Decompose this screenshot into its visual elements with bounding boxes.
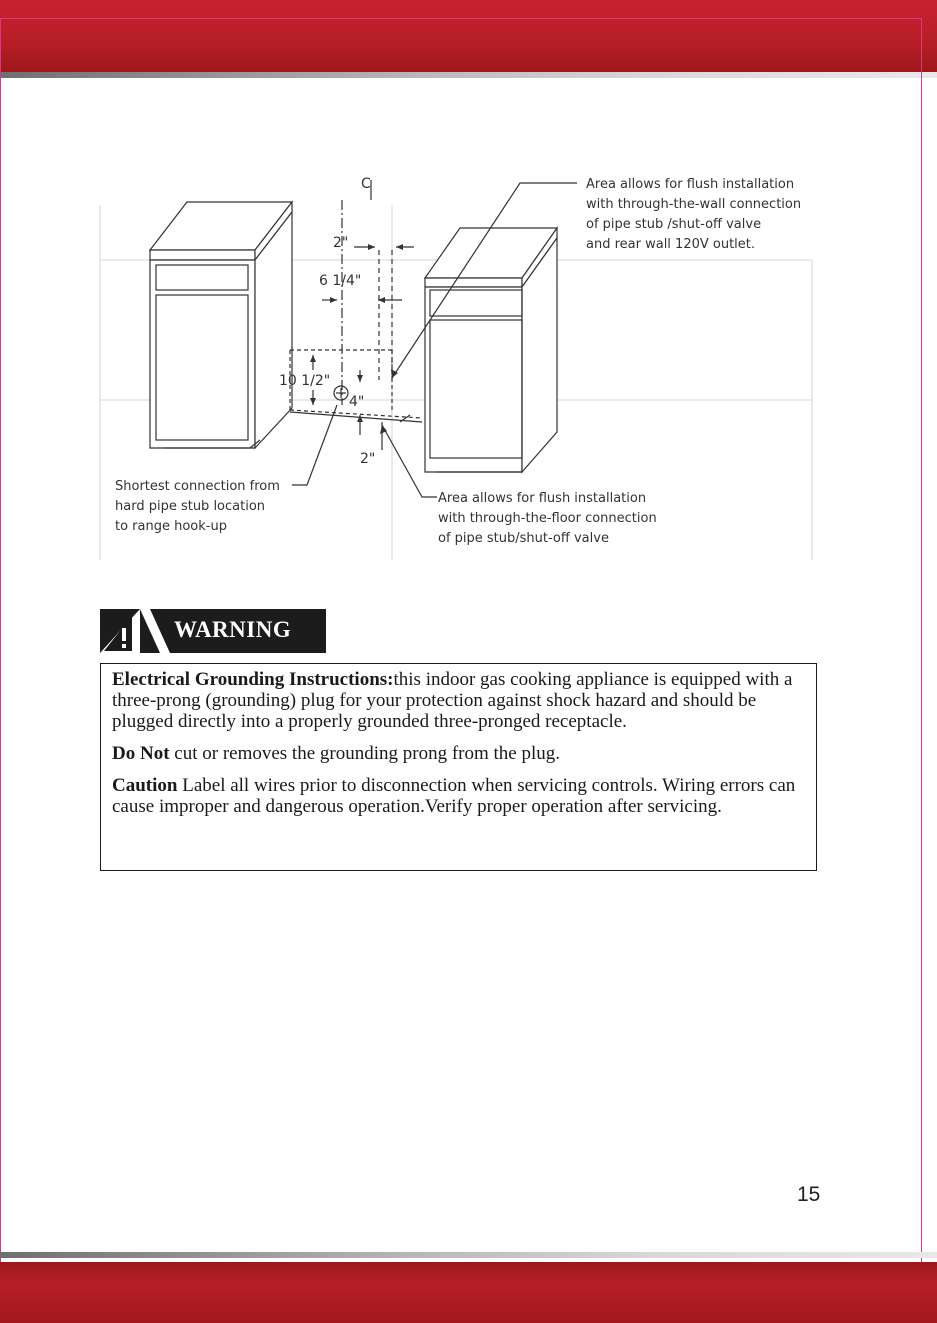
dim-4: 4"	[349, 394, 365, 410]
svg-text:of pipe stub/shut-off valve: of pipe stub/shut-off valve	[438, 531, 609, 546]
grounding-paragraph	[112, 669, 806, 732]
dim-2-bottom: 2"	[360, 451, 376, 467]
svg-text:Shortest connection from: Shortest connection from	[115, 479, 280, 494]
header-gray-strip	[0, 72, 937, 78]
callout-wall	[586, 177, 801, 252]
footer-gray-strip	[0, 1252, 937, 1258]
caution-title: Caution	[112, 775, 178, 796]
left-cabinet	[150, 202, 292, 448]
svg-text:with through-the-floor connect: with through-the-floor connection	[438, 511, 657, 526]
svg-text:to range hook-up: to range hook-up	[115, 519, 227, 534]
donot-title: Do Not	[112, 743, 170, 764]
warning-box	[100, 663, 817, 871]
svg-text:Area allows for flush installa: Area allows for flush installation	[438, 491, 647, 506]
grounding-title: Electrical Grounding Instructions:	[112, 669, 394, 690]
caution-paragraph	[112, 775, 806, 817]
footer-band	[0, 1262, 937, 1323]
donot-text: cut or removes the grounding prong from the plug.	[169, 743, 561, 764]
callout-shortest	[115, 479, 280, 534]
svg-text:and rear wall 120V outlet.: and rear wall 120V outlet.	[586, 237, 756, 252]
right-cabinet	[425, 228, 557, 472]
warning-label: WARNING	[174, 617, 292, 642]
centerline-symbol: C	[361, 176, 371, 192]
callout-floor	[438, 491, 657, 546]
grounding-text: this indoor gas cooking appliance is equipped with a three-prong (grounding) plug for your protection against shock hazard and should be plugged directly into a properly grounded three-pronged receptacle.	[112, 669, 793, 732]
svg-text:of pipe stub /shut-off valve: of pipe stub /shut-off valve	[586, 217, 762, 232]
dim-6-1-4: 6 1/4"	[319, 273, 362, 289]
svg-text:hard pipe stub location: hard pipe stub location	[115, 499, 266, 514]
dim-2-top: 2"	[333, 235, 349, 251]
caution-text: Label all wires prior to disconnection when servicing controls. Wiring errors can cause improper and dangerous operation.Verify proper operation after servicing.	[112, 775, 796, 817]
page-number: 15	[797, 1183, 821, 1206]
installation-diagram	[92, 150, 822, 565]
donot-paragraph	[112, 743, 806, 764]
header-band	[0, 0, 937, 76]
svg-text:Area allows for flush installa: Area allows for flush installation	[586, 177, 795, 192]
svg-text:with through-the-wall connecti: with through-the-wall connection	[586, 197, 802, 212]
dim-10-1-2: 10 1/2"	[279, 373, 331, 389]
